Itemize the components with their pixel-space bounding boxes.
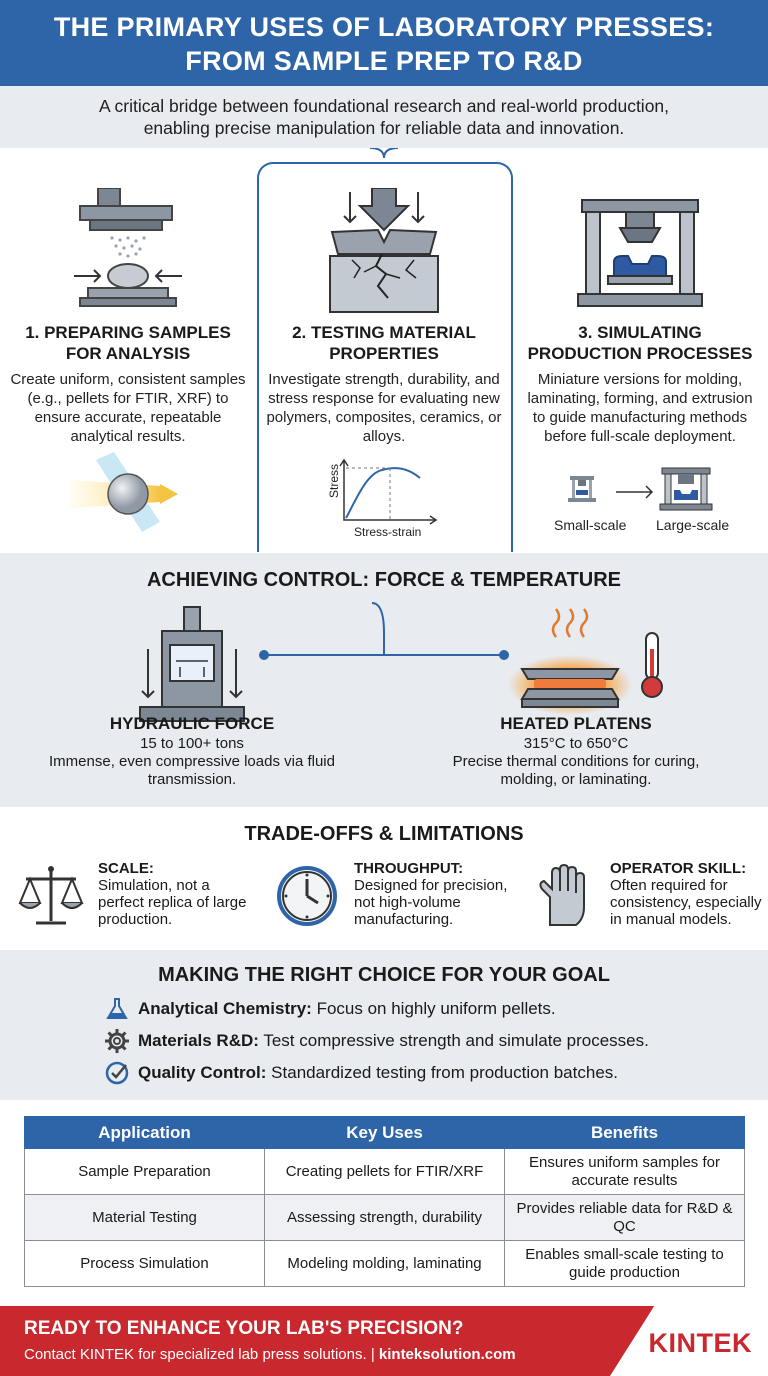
tradeoff-operator-title: OPERATOR SKILL: bbox=[610, 860, 747, 877]
page-title-line2: FROM SAMPLE PREP TO R&D bbox=[185, 46, 583, 76]
subtitle-line1: A critical bridge between foundational research and real-world production, bbox=[98, 96, 670, 116]
uses-section bbox=[0, 148, 768, 552]
use-2-desc: Investigate strength, durability, and stress response for evaluating new polymers, composites, ceramics, or alloys. bbox=[266, 371, 502, 445]
footer-site-link[interactable]: kinteksolution.com bbox=[378, 1346, 516, 1363]
light-beam-sphere-icon bbox=[0, 440, 256, 550]
small-scale-label: Small-scale bbox=[554, 517, 627, 533]
table-row: Process Simulation Modeling molding, laminating Enables small-scale testing to guide production bbox=[25, 1241, 745, 1287]
chart-xlabel: Stress-strain bbox=[354, 525, 422, 539]
heated-platens-desc: Precise thermal conditions for curing, molding, or laminating. bbox=[452, 753, 700, 788]
kintek-logo: KINTEK bbox=[648, 1328, 752, 1358]
pellet-press-icon bbox=[0, 188, 256, 318]
subtitle-line2: enabling precise manipulation for reliable data and innovation. bbox=[143, 118, 625, 138]
large-press-icon bbox=[660, 468, 712, 510]
scale-up-icon bbox=[512, 440, 768, 550]
small-press-icon bbox=[568, 476, 596, 502]
footer-contact: Contact KINTEK for specialized lab press solutions. | kinteksolution.com bbox=[24, 1346, 516, 1363]
stress-strain-curve-icon bbox=[256, 440, 512, 550]
thermometer-icon bbox=[642, 633, 662, 697]
footer-cta: READY TO ENHANCE YOUR LAB'S PRECISION? bbox=[24, 1318, 464, 1339]
hydraulic-force-desc: Immense, even compressive loads via fluid transmission. bbox=[49, 753, 335, 788]
use-1-title: 1. PREPARING SAMPLES FOR ANALYSIS bbox=[25, 323, 231, 363]
use-1-desc: Create uniform, consistent samples (e.g., pellets for FTIR, XRF) to ensure accurate, repeatable analytical results. bbox=[10, 371, 246, 445]
tradeoff-scale-desc: Simulation, not a perfect replica of large production. bbox=[98, 877, 247, 928]
tradeoff-operator-desc: Often required for consistency, especially in manual models. bbox=[610, 877, 762, 928]
summary-table bbox=[24, 1116, 745, 1287]
heated-platens-item bbox=[384, 713, 768, 789]
hydraulic-press-icon bbox=[140, 607, 244, 721]
table-header-row bbox=[25, 1117, 745, 1149]
glove-icon bbox=[528, 861, 598, 931]
heated-platens-title: HEATED PLATENS bbox=[500, 714, 652, 733]
table-row: Material Testing Assessing strength, durability Provides reliable data for R&D & QC bbox=[25, 1195, 745, 1241]
scale-icon bbox=[16, 861, 86, 931]
tradeoff-throughput-title: THROUGHPUT: bbox=[354, 860, 464, 877]
footer-banner bbox=[0, 1306, 768, 1376]
flask-icon bbox=[104, 996, 130, 1022]
hydraulic-force-value: 15 to 100+ tons bbox=[140, 735, 244, 752]
heated-platens-value: 315°C to 650°C bbox=[523, 735, 629, 752]
use-sample-prep bbox=[0, 148, 256, 552]
subtitle-bar bbox=[0, 86, 768, 148]
gear-icon bbox=[104, 1028, 130, 1054]
tradeoff-scale bbox=[0, 857, 256, 947]
use-material-testing bbox=[256, 148, 512, 552]
clock-icon bbox=[272, 861, 342, 931]
col-key-uses: Key Uses bbox=[265, 1117, 505, 1149]
table-row: Sample Preparation Creating pellets for FTIR/XRF Ensures uniform samples for accurate results bbox=[25, 1149, 745, 1195]
tradeoffs-heading: TRADE-OFFS & LIMITATIONS bbox=[244, 823, 524, 845]
tradeoff-throughput bbox=[256, 857, 512, 947]
check-icon bbox=[104, 1060, 130, 1086]
choice-heading: MAKING THE RIGHT CHOICE FOR YOUR GOAL bbox=[158, 964, 610, 986]
col-application: Application bbox=[25, 1117, 265, 1149]
header-banner bbox=[0, 0, 768, 86]
hydraulic-force-item bbox=[0, 713, 384, 789]
large-scale-label: Large-scale bbox=[656, 517, 730, 533]
tradeoff-scale-title: SCALE: bbox=[98, 860, 154, 877]
tradeoff-operator bbox=[512, 857, 768, 947]
heated-platens-icon bbox=[508, 609, 632, 715]
control-heading: ACHIEVING CONTROL: FORCE & TEMPERATURE bbox=[146, 569, 622, 591]
tradeoffs-section bbox=[0, 807, 768, 949]
use-process-simulation bbox=[512, 148, 768, 552]
tradeoff-throughput-desc: Designed for precision, not high-volume manufacturing. bbox=[354, 877, 508, 928]
compression-crack-icon bbox=[256, 188, 512, 318]
control-section bbox=[0, 553, 768, 807]
hydraulic-force-title: HYDRAULIC FORCE bbox=[109, 714, 275, 733]
col-benefits: Benefits bbox=[505, 1117, 745, 1149]
use-3-desc: Miniature versions for molding, laminating, forming, and extrusion to guide manufacturing methods before full-scale deployment. bbox=[527, 371, 753, 445]
choice-section: MAKING THE RIGHT CHOICE FOR YOUR GOAL Analytical Chemistry: Focus on highly uniform pellets. Materials R&D: Test compressive strength and simulate processes. Quality Control: Standardized testing from production batches. bbox=[0, 950, 768, 1100]
chart-ylabel: Stress bbox=[327, 463, 341, 498]
molding-press-icon bbox=[512, 188, 768, 318]
use-2-title: 2. TESTING MATERIAL PROPERTIES bbox=[292, 323, 476, 363]
use-3-title: 3. SIMULATING PRODUCTION PROCESSES bbox=[527, 323, 753, 363]
page-title-line1: THE PRIMARY USES OF LABORATORY PRESSES: bbox=[53, 12, 715, 42]
